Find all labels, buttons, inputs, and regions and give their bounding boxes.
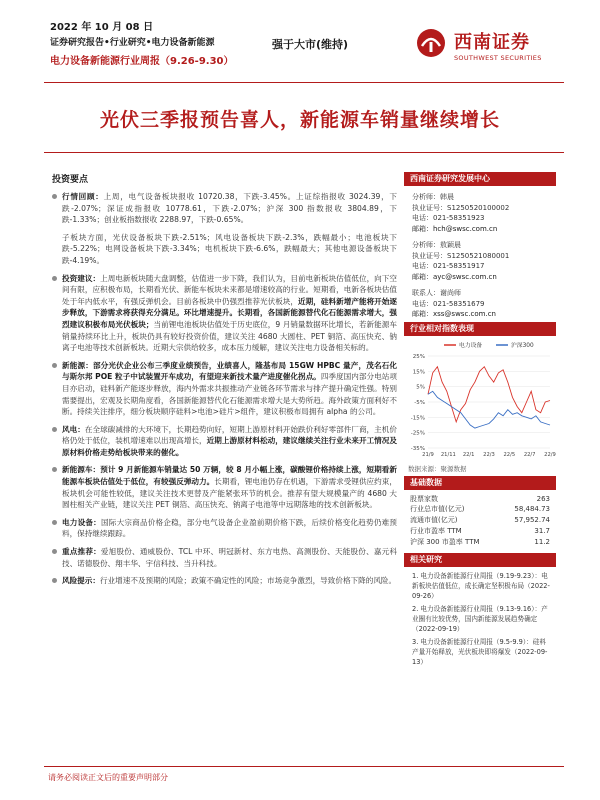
point-text: 国际大宗商品价格企稳，部分电气设备企业盈前期价格下跌，后续价格变化趋势仍难预料，保持继续跟踪。	[62, 517, 398, 539]
report-title: 光伏三季报预告喜人，新能源车销量继续增长	[99, 109, 500, 131]
point-text: 上周电新板块随大盘调整，估值进一步下降，我们认为，目前电新板块估值低位，向下空间有限，应积极布局，长期看光伏、新能车板块未来都是增速较高的行业。短期看，电新各板块估值处于年内低水平，有强反弹机会。目前各板块中仍强烈推荐光伏板块，	[62, 273, 398, 306]
logo-english-name: SOUTHWEST SECURITIES	[454, 54, 542, 62]
southwest-securities-logo	[416, 26, 576, 72]
analyst-role: 联系人：谢尚师	[412, 289, 461, 297]
x-tick-label: 22/1	[462, 451, 475, 458]
basic-data-label: 股票家数	[410, 494, 438, 503]
analyst-list	[404, 186, 556, 322]
logo-chinese-name: 西南证券	[454, 32, 530, 53]
report-header	[44, 14, 564, 84]
point-lead: 重点推荐：	[62, 547, 101, 557]
research-team-heading: 西南证券研究发展中心	[404, 172, 556, 186]
report-series: 电力设备新能源行业周报（9.26-9.30）	[50, 56, 234, 67]
basic-data-value: 263	[536, 494, 550, 503]
analyst-email: 邮箱：hch@swsc.com.cn	[412, 224, 498, 233]
point-lead: 电力设备：	[62, 517, 101, 527]
analyst-cert: 执业证号：S1250520100002	[412, 203, 510, 212]
point-emphasis: 近期，硅料新增产能将开始逐步释放，下游需求将获得充分满足。环比增速提升。长期看，各国新能源替代化石能源需求增大，强烈建议积极布局光伏板块；	[62, 296, 398, 329]
bullet-dot-icon	[52, 549, 57, 554]
basic-data-row	[404, 504, 556, 515]
x-tick-label: 21/11	[440, 451, 456, 458]
basic-data-row	[404, 537, 556, 548]
investment-point	[52, 424, 397, 459]
point-emphasis: 近期上游原材料松动，建议继续关注行业未来开工情况及原材料价格走势给板块带来的催化。	[62, 436, 398, 457]
investment-point	[52, 191, 397, 226]
investment-points-list	[52, 191, 397, 587]
main-column	[52, 172, 397, 593]
point-lead: 新能源车：	[62, 465, 101, 475]
disclaimer-notice: 请务必阅读正文后的重要声明部分	[48, 773, 168, 782]
bullet-dot-icon	[52, 276, 57, 281]
point-emphasis: 部分光伏企业公布三季度业绩预告，业绩喜人，隆基布局 15GW HPBC 量产，茂名石化与斯尔邦 POE 粒子中试装置开车成功，有望迎来新技术量产进度催化拐点。	[62, 360, 398, 382]
investment-point	[52, 360, 397, 418]
point-lead: 新能源：	[62, 360, 93, 370]
analyst-cert: 执业证号：S1250521080001	[412, 251, 510, 260]
y-tick-label: -25%	[410, 430, 425, 437]
chart-source: 数据来源：聚源数据	[408, 464, 467, 473]
basic-data-label: 沪深 300 市盈率 TTM	[410, 537, 480, 546]
related-report: 3. 电力设备新能源行业周报（9.5-9.9）：硅料产量开始释放，光伏板块即将爆发（2022-09-13）	[412, 638, 548, 667]
x-tick-label: 22/5	[503, 451, 516, 458]
point-lead: 风电：	[62, 424, 85, 434]
y-tick-label: 15%	[412, 368, 425, 375]
y-tick-label: -5%	[414, 399, 425, 406]
related-research-heading: 相关研究	[404, 553, 556, 567]
x-tick-label: 22/9	[544, 451, 556, 458]
related-report: 1. 电力设备新能源行业周报（9.19-9.23）：电新板块估值低位，成长确定坚积极布局（2022-09-26）	[412, 572, 550, 601]
investment-points-heading: 投资要点	[52, 175, 89, 185]
bullet-dot-icon	[52, 194, 57, 199]
point-text-tail: 长期看，锂电池仍存在机遇，下游需求受锂供应约束，板块机会可能性较低，建议关注技术更替及产能紧张环节的机会。推荐有望大规模量产的 4680 大圆柱相关产业链，建议关注 PET 铜箔、高压快充、钠离子电池等中远期落地的技术创新板块。	[62, 477, 397, 510]
sidebar	[404, 172, 556, 670]
basic-data-label: 行业市盈率 TTM	[410, 526, 462, 535]
point-text-tail: 当前锂电池板块估值处于历史底位，9 月销量数据环比增长，若新能源车销量持续环比上升，板块仍具有较好投资价值，建议关注 4680 大圆柱、PET 铜箔、高压快充、钠离子电池等技术创新板块。近期大宗供给较多，成本压力缓解，建议关注电力设备相关标的。	[62, 319, 397, 353]
x-tick-label: 22/7	[523, 451, 536, 458]
basic-data-value: 58,484.73	[514, 505, 550, 514]
basic-data-table	[404, 490, 556, 554]
point-text-tail: 四季度国内部分电站项目亦启动，硅料新产能逐步释放，海内外需求共振推动产业链各环节需求与排产提升确定性强。特别需要提出，宏观及长期角度看，各国新能源替代化石能源需求增大是大势所趋。海外政策方面利好不断。持续关注排序，细分板块顺序硅料>电池>硅片>组件，建议积极布局拥有 alpha 的公司。	[62, 372, 397, 417]
analyst-phone: 电话：021-58351917	[412, 262, 485, 270]
point-text: 行业增速不及预期的风险；政策不确定性的风险；市场竞争激烈，导致价格下降的风险。	[99, 576, 397, 586]
investment-point	[52, 575, 397, 587]
point-lead: 行情回顾：	[62, 192, 104, 201]
basic-data-row	[404, 494, 556, 505]
basic-data-value: 31.7	[534, 526, 550, 535]
x-tick-label: 21/9	[422, 451, 434, 458]
header-divider	[44, 82, 564, 83]
basic-data-row	[404, 515, 556, 526]
basic-data-value: 11.2	[534, 537, 550, 546]
chart-heading: 行业相对指数表现	[404, 322, 556, 336]
analyst-role: 分析师：敖颖晨	[412, 241, 461, 249]
basic-data-row	[404, 526, 556, 537]
analyst-email: 邮箱：ayc@swsc.com.cn	[412, 272, 497, 281]
point-text: 子板块方面，光伏设备板块下跌-2.51%；风电设备板块下跌-2.3%，跌幅最小；电池板块下跌-5.22%；电网设备板块下跌-3.34%；电机板块下跌-6.6%，跌幅最大；其他电源设备板块下跌-4.19%。	[62, 232, 397, 265]
point-emphasis: 预计 9 月新能源车销量达 50 万辆，较 8 月小幅上涨，碳酸锂价格持续上涨，短期看新能源车板块估值处于低位，有较强反弹动力。	[62, 465, 398, 487]
footer-divider	[44, 766, 564, 767]
point-text: 在全球碳减排的大环境下，长期趋势向好，短期上游原材料开始跌价利好零部件厂商，主机价格仍处于低位，装机增速难以出现高增长，	[62, 424, 397, 446]
basic-data-value: 57,952.74	[514, 516, 550, 525]
title-divider	[44, 152, 564, 153]
industry-rating: 强于大市(维持)	[272, 38, 349, 51]
series-line-csi300	[428, 391, 550, 428]
point-text: 上周，电气设备板块报收 10720.38，下跌-3.45%。上证综指报收 3024.39，下跌-2.07%；深证成指报收 10778.61，下跌-2.07%；沪深 300 指数报收 3804.89，下跌-1.33%；创业板指数报收 2288.97，下跌-0.65%。	[62, 192, 398, 225]
related-research-list	[404, 567, 556, 670]
investment-point	[52, 546, 397, 569]
investment-point	[52, 273, 397, 354]
logo-mark-icon	[416, 28, 446, 58]
analyst-phone: 电话：021-58351679	[412, 299, 485, 308]
point-lead: 投资建议：	[62, 273, 101, 283]
chart-canvas	[404, 336, 556, 464]
bullet-dot-icon	[52, 363, 57, 368]
investment-point	[52, 464, 397, 510]
investment-point	[52, 232, 397, 267]
analyst-role: 分析师：韩晨	[412, 193, 454, 201]
report-date: 2022 年 10 月 08 日	[50, 22, 154, 33]
bullet-dot-icon	[52, 578, 57, 583]
legend-label: 沪深300	[511, 342, 534, 349]
legend-label: 电力设备	[459, 342, 483, 349]
bullet-dot-icon	[52, 427, 57, 432]
basic-data-label: 流通市值(亿元)	[410, 516, 458, 525]
relative-index-chart	[404, 336, 556, 476]
report-category: 证券研究报告•行业研究•电力设备新能源	[50, 38, 215, 48]
y-tick-label: 5%	[416, 384, 425, 391]
y-tick-label: 25%	[412, 353, 425, 360]
y-tick-label: -35%	[410, 445, 425, 452]
bullet-dot-icon	[52, 467, 57, 472]
series-line-power-equipment	[428, 366, 550, 421]
basic-data-label: 行业总市值(亿元)	[410, 505, 465, 514]
point-text: 爱旭股份、通威股份、TCL 中环、明冠新材、东方电热、高测股份、天能股份、嘉元科技、诺德股份、翔丰华、宇信科技、当升科技。	[62, 547, 398, 568]
y-tick-label: -15%	[410, 414, 425, 421]
investment-point	[52, 517, 397, 540]
basic-data-heading: 基础数据	[404, 476, 556, 490]
analyst-email: 邮箱：xss@swsc.com.cn	[412, 310, 496, 318]
bullet-dot-icon	[52, 520, 57, 525]
related-report: 2. 电力设备新能源行业周报（9.13-9.16）：产业圈有比较优势，国内新能源发展趋势确定（2022-09-19）	[412, 605, 548, 634]
point-lead: 风险提示：	[62, 576, 100, 586]
x-tick-label: 22/3	[483, 451, 495, 458]
analyst-phone: 电话：021-58351923	[412, 214, 485, 222]
